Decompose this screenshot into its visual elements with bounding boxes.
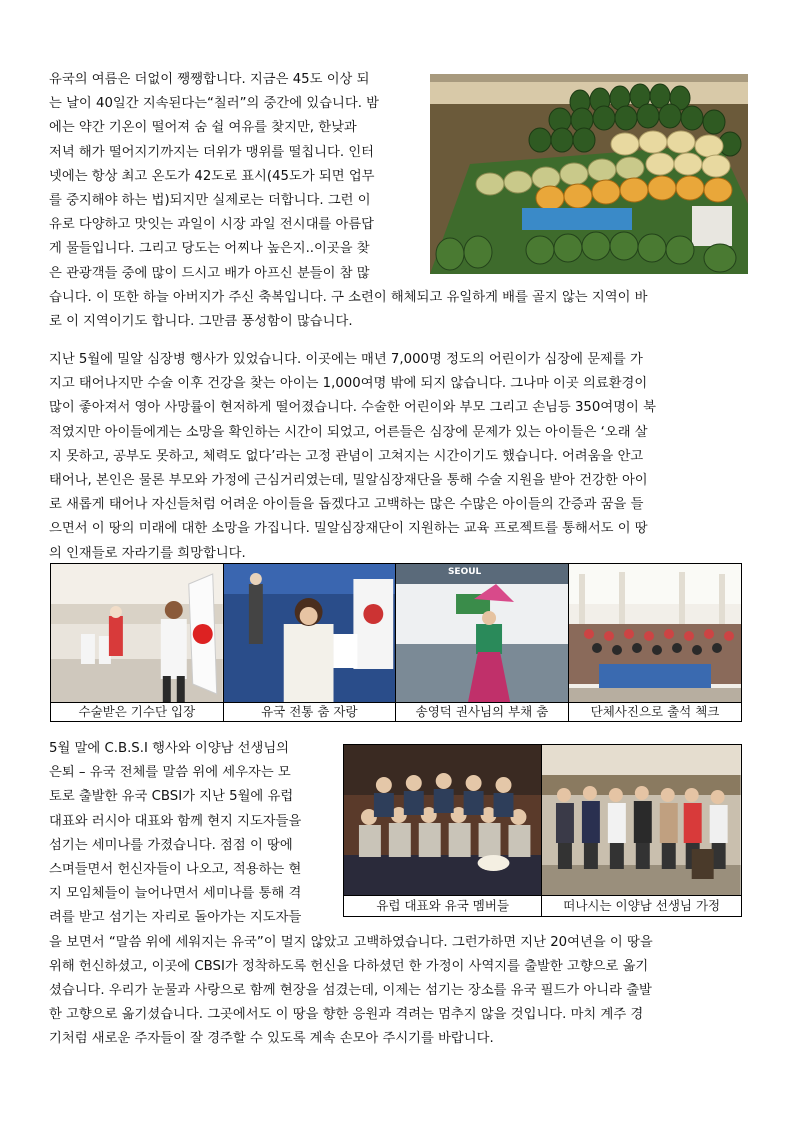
text-line: 을 보면서 “말씀 위에 세워지는 유국”이 멀지 않았고 고백하였습니다. 그런가하면 지난 20여년을 이 땅을 <box>49 934 653 950</box>
text-line: 위해 헌신하셨고, 이곳에 CBSI가 정착하도록 헌신을 다하셨던 한 가정이 사역지를 출발한 고향으로 옮기 <box>49 958 649 974</box>
paragraph-heart-event <box>49 348 745 566</box>
text-line: 섬기는 세미나를 가졌습니다. 점점 이 땅에 <box>49 837 293 853</box>
caption: 유국 전통 춤 자랑 <box>223 703 395 722</box>
caption: 유럽 대표와 유국 멤버들 <box>344 896 542 917</box>
text-line: 저녁 해가 떨어지기까지는 더위가 맹위를 떨칩니다. 인터 <box>49 144 375 160</box>
europe-members-photo <box>344 745 541 895</box>
text-line: 많이 좋아져서 영아 사망률이 현저하게 떨어졌습니다. 수술한 어린이와 부모 그리고 손님등 350여명이 북 <box>49 400 656 416</box>
fruit-market-photo <box>430 74 748 274</box>
gallery-cell <box>223 564 395 703</box>
text-line: 적였지만 아이들에게는 소망을 확인하는 시간이 되었고, 어른들은 심장에 문제가 있는 아이들은 ‘오래 살 <box>49 424 648 440</box>
text-line: 한 고향으로 옮기셨습니다. 그곳에서도 이 땅을 향한 응원과 격려는 멈추지 않을 것입니다. 마치 계주 경 <box>49 1007 644 1023</box>
photo-gallery-heart-event <box>50 563 742 722</box>
text-line: 려를 받고 섬기는 자리로 돌아가는 지도자들 <box>49 910 302 926</box>
text-line: 대표와 러시아 대표와 함께 현지 지도자들을 <box>49 813 302 829</box>
photo-gallery-cbsi <box>343 744 742 917</box>
text-line: 지고 태어나지만 수술 이후 건강을 찾는 아이는 1,000여명 밖에 되지 않습니다. 그나마 이곳 의료환경이 <box>49 376 648 392</box>
text-line: 로 새롭게 태어나 자신들처럼 어려운 아이들을 돕겠다고 고백하는 많은 수많은 아이들의 간증과 꿈을 들 <box>49 497 644 513</box>
caption: 송영덕 권사님의 부채 춤 <box>395 703 568 722</box>
text-line: 넷에는 항상 최고 온도가 42도로 표시(45도가 되면 업무 <box>49 168 375 184</box>
text-line: 기처럼 새로운 주자들이 잘 경주할 수 있도록 계속 손모아 주시기를 바랍니다. <box>49 1031 494 1047</box>
text-line: 지 못하고, 공부도 못하고, 체력도 없다’라는 고정 관념이 고쳐지는 시간이기도 했습니다. 어려움을 안고 <box>49 448 644 464</box>
gallery-cell <box>395 564 568 703</box>
group-photo <box>569 564 741 702</box>
text-line: 지 모임체들이 늘어나면서 세미나를 통해 격 <box>49 886 302 902</box>
caption: 수술받은 기수단 입장 <box>51 703 224 722</box>
banner-sign-text: SEOUL <box>447 567 482 577</box>
text-line: 의 인재들로 자라기를 희망합니다. <box>49 545 246 561</box>
text-line: 습니다. 이 또한 하늘 아버지가 주신 축복입니다. 구 소련이 해체되고 유일하게 배를 골지 않는 지역이 바 <box>49 289 648 305</box>
text-line: 은 관광객들 중에 많이 드시고 배가 아프신 분들이 참 많 <box>49 265 370 281</box>
gallery-cell <box>344 745 542 896</box>
traditional-dance-photo <box>224 564 395 702</box>
gallery-cell <box>569 564 742 703</box>
gallery-cell <box>542 745 742 896</box>
gallery-cell <box>51 564 224 703</box>
text-line: 를 중지해야 하는 법)되지만 실제로는 더합니다. 그런 이 <box>49 193 371 209</box>
text-line: 5월 말에 C.B.S.I 행사와 이양남 선생님의 <box>49 741 290 756</box>
text-line: 유국의 여름은 더없이 쨍쨍합니다. 지금은 45도 이상 되 <box>49 72 370 87</box>
fan-dance-photo <box>396 564 568 702</box>
flag-bearers-photo <box>51 564 223 702</box>
text-line: 에는 약간 기온이 떨어져 숨 쉴 여유를 찾지만, 한낮과 <box>49 120 357 136</box>
text-line: 게 물들입니다. 그리고 당도는 어찌나 높은지..이곳을 찾 <box>49 241 370 257</box>
text-line: 유로 다양하고 맛잇는 과일이 시장 과일 전시대를 아름답 <box>49 217 375 233</box>
text-line: 스며들면서 헌신자들이 나오고, 적용하는 현 <box>49 862 302 878</box>
text-line: 지난 5월에 밀알 심장병 행사가 있었습니다. 이곳에는 매년 7,000명 정도의 어린이가 심장에 문제를 가 <box>49 352 643 367</box>
farewell-family-photo <box>542 745 741 895</box>
text-line: 로 이 지역이기도 합니다. 그만큼 풍성함이 많습니다. <box>49 314 353 330</box>
text-line: 토로 출발한 유국 CBSI가 지난 5월에 유럽 <box>49 789 294 805</box>
text-line: 는 날이 40일간 지속된다는“칠러”의 중간에 있습니다. 밤 <box>49 96 380 112</box>
text-line: 으면서 이 땅의 미래에 대한 소망을 가집니다. 밀알심장재단이 지원하는 교육 프로젝트를 통해서도 이 땅 <box>49 521 648 537</box>
text-line: 태어나, 본인은 물론 부모와 가정에 근심거리였는데, 밀알심장재단을 통해 수술 지원을 받아 건강한 아이 <box>49 473 648 489</box>
caption: 단체사진으로 출석 첵크 <box>569 703 742 722</box>
caption: 떠나시는 이양남 선생님 가정 <box>542 896 742 917</box>
text-line: 은퇴 – 유국 전체를 말씀 위에 세우자는 모 <box>49 765 291 781</box>
text-line: 셨습니다. 우리가 눈물과 사랑으로 함께 현장을 섬겼는데, 이제는 섬기는 장소를 유국 필드가 아니라 출발 <box>49 983 652 999</box>
